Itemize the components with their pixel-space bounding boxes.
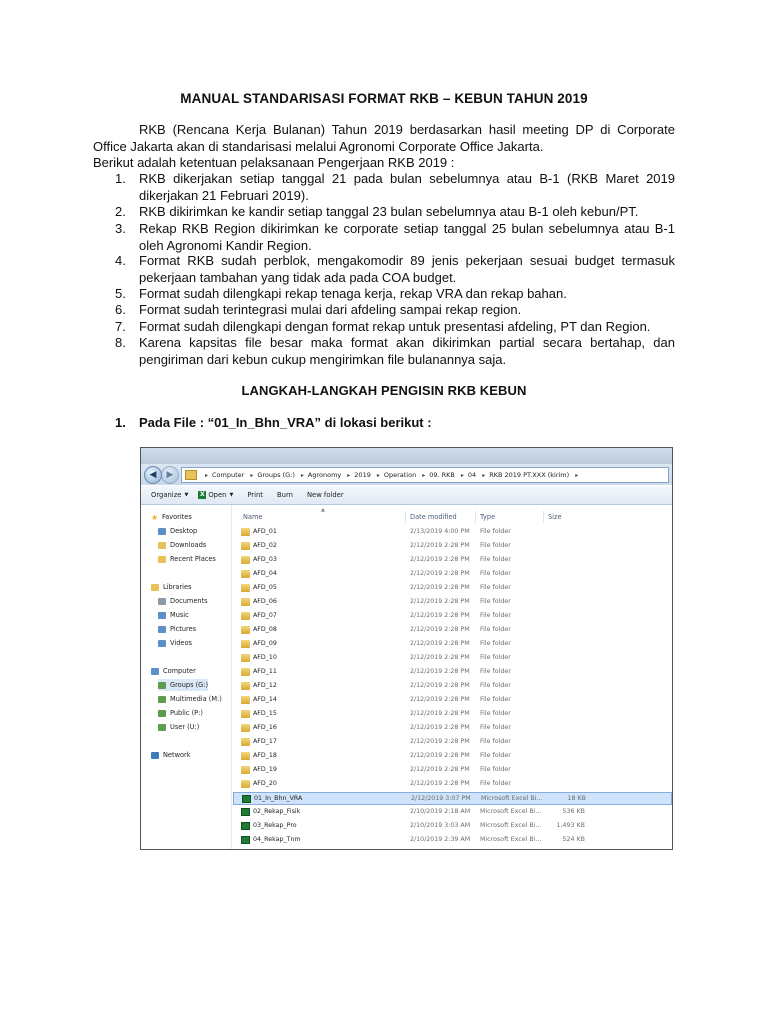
nav-computer[interactable]	[151, 665, 196, 677]
nav-user-label: User (U:)	[170, 723, 200, 731]
file-list	[233, 505, 672, 849]
explorer-screenshot	[140, 447, 673, 850]
file-type: File folder	[480, 696, 511, 703]
print-button[interactable]: Print	[247, 491, 263, 499]
desktop-icon	[158, 528, 166, 535]
rule-number: 1.	[115, 171, 126, 186]
nav-documents[interactable]	[158, 595, 208, 607]
file-type: File folder	[480, 724, 511, 731]
downloads-icon	[158, 542, 166, 549]
step-1-number: 1.	[115, 415, 126, 430]
rule-text: Format sudah dilengkapi dengan format rekap untuk presentasi afdeling, PT dan Region.	[139, 319, 651, 334]
nav-network[interactable]	[151, 749, 191, 761]
file-type: File folder	[480, 640, 511, 647]
file-row[interactable]	[233, 722, 672, 735]
file-type: File folder	[480, 710, 511, 717]
file-type: File folder	[480, 668, 511, 675]
breadcrumb-item[interactable]: 09. RKB	[429, 471, 455, 479]
file-date: 2/12/2019 2:28 PM	[410, 696, 470, 703]
explorer-titlebar	[141, 448, 672, 464]
file-row[interactable]	[233, 568, 672, 581]
file-name: AFD_15	[253, 710, 277, 717]
file-type: Microsoft Excel Bi...	[481, 795, 543, 802]
file-row[interactable]	[233, 526, 672, 539]
breadcrumb-separator-icon[interactable]: ▸	[250, 472, 254, 479]
file-name: AFD_11	[253, 668, 277, 675]
column-divider[interactable]	[405, 511, 406, 523]
nav-multimedia-label: Multimedia (M:)	[170, 695, 222, 703]
breadcrumb-item[interactable]: RKB 2019 PT.XXX (kirim)	[489, 471, 570, 479]
breadcrumb-separator-icon: ▸	[205, 472, 209, 479]
file-date: 2/12/2019 2:28 PM	[410, 738, 470, 745]
file-date: 2/12/2019 2:28 PM	[410, 724, 470, 731]
nav-pictures[interactable]	[158, 623, 196, 635]
file-size: 1,493 KB	[556, 822, 585, 829]
file-date: 2/12/2019 2:28 PM	[410, 710, 470, 717]
file-row[interactable]	[233, 792, 672, 805]
file-date: 2/12/2019 2:28 PM	[410, 766, 470, 773]
folder-icon	[241, 696, 250, 704]
file-date: 2/12/2019 2:28 PM	[410, 612, 470, 619]
folder-icon	[241, 598, 250, 606]
column-divider[interactable]	[475, 511, 476, 523]
file-row[interactable]	[233, 694, 672, 707]
file-type: File folder	[480, 738, 511, 745]
folder-icon	[241, 752, 250, 760]
nav-documents-label: Documents	[170, 597, 208, 605]
column-size-header[interactable]: Size	[548, 513, 562, 521]
nav-desktop-label: Desktop	[170, 527, 198, 535]
folder-icon	[241, 570, 250, 578]
videos-icon	[158, 640, 166, 647]
file-type: File folder	[480, 626, 511, 633]
nav-downloads[interactable]	[158, 539, 206, 551]
network-drive-icon	[158, 696, 166, 703]
nav-groups-drive[interactable]	[158, 679, 208, 691]
nav-downloads-label: Downloads	[170, 541, 207, 549]
file-type: Microsoft Excel Bi...	[480, 808, 542, 815]
breadcrumb-separator-icon[interactable]: ▸	[347, 472, 351, 479]
file-name: AFD_16	[253, 724, 277, 731]
rule-number: 3.	[115, 221, 126, 236]
nav-user-drive[interactable]	[158, 721, 199, 733]
sort-arrow-icon: ▲	[321, 507, 325, 513]
breadcrumb-separator-icon[interactable]: ▸	[422, 472, 426, 479]
file-date: 2/12/2019 2:28 PM	[410, 556, 470, 563]
command-bar	[141, 486, 672, 505]
folder-icon	[241, 724, 250, 732]
file-name: 02_Rekap_Fisik	[253, 808, 301, 815]
file-name: AFD_19	[253, 766, 277, 773]
file-name: AFD_02	[253, 542, 277, 549]
file-name: AFD_10	[253, 654, 277, 661]
network-drive-icon	[158, 682, 166, 689]
nav-videos[interactable]	[158, 637, 192, 649]
new-folder-button[interactable]: New folder	[306, 491, 344, 499]
file-size: 524 KB	[562, 836, 585, 843]
file-type: File folder	[480, 752, 511, 759]
file-name: AFD_18	[253, 752, 277, 759]
folder-icon	[241, 612, 250, 620]
file-type: File folder	[480, 570, 511, 577]
excel-file-icon	[242, 795, 251, 803]
nav-music-label: Music	[170, 611, 189, 619]
file-date: 2/12/2019 2:28 PM	[410, 626, 470, 633]
nav-music[interactable]	[158, 609, 189, 621]
nav-desktop[interactable]	[158, 525, 197, 537]
rule-number: 6.	[115, 302, 126, 317]
excel-file-icon	[241, 822, 250, 830]
file-name: AFD_04	[253, 570, 277, 577]
file-name: AFD_03	[253, 556, 277, 563]
intro-line: Berikut adalah ketentuan pelaksanaan Pengerjaan RKB 2019 :	[93, 155, 455, 170]
folder-icon	[241, 528, 250, 536]
file-type: File folder	[480, 654, 511, 661]
file-date: 2/12/2019 2:28 PM	[410, 598, 470, 605]
rule-number: 8.	[115, 335, 126, 350]
folder-icon	[241, 542, 250, 550]
file-row[interactable]	[233, 540, 672, 553]
file-name: AFD_12	[253, 682, 277, 689]
file-date: 2/10/2019 2:18 AM	[410, 808, 471, 815]
file-type: File folder	[480, 584, 511, 591]
folder-icon	[241, 668, 250, 676]
file-date: 2/12/2019 2:28 PM	[410, 752, 470, 759]
nav-public-label: Public (P:)	[170, 709, 203, 717]
network-drive-icon	[158, 710, 166, 717]
file-row[interactable]	[233, 554, 672, 567]
breadcrumb-separator-icon[interactable]: ▸	[482, 472, 486, 479]
file-type: File folder	[480, 542, 511, 549]
file-type: File folder	[480, 598, 511, 605]
intro-paragraph	[93, 122, 675, 155]
file-row[interactable]	[233, 624, 672, 637]
file-type: File folder	[480, 766, 511, 773]
file-size: 536 KB	[562, 808, 585, 815]
column-type-header[interactable]: Type	[480, 513, 496, 521]
file-date: 2/10/2019 2:39 AM	[410, 836, 471, 843]
libraries-icon	[151, 584, 159, 591]
rule-text: RKB dikirimkan ke kandir setiap tanggal 23 bulan sebelumnya atau B-1 oleh kebun/PT.	[139, 204, 639, 219]
column-name-header[interactable]: Name	[243, 513, 263, 521]
computer-icon	[151, 668, 159, 675]
file-name: AFD_14	[253, 696, 277, 703]
back-icon[interactable]: ◀	[144, 466, 162, 484]
folder-icon	[241, 654, 250, 662]
folder-icon	[241, 584, 250, 592]
file-date: 2/12/2019 3:07 PM	[411, 795, 471, 802]
file-size: 18 KB	[567, 795, 586, 802]
file-name: AFD_17	[253, 738, 277, 745]
chevron-down-icon: ▼	[184, 492, 189, 498]
file-row[interactable]	[233, 834, 672, 847]
file-name: AFD_20	[253, 780, 277, 787]
breadcrumb-separator-icon[interactable]: ▸	[300, 472, 304, 479]
burn-button[interactable]: Burn	[276, 491, 293, 499]
document-title: MANUAL STANDARISASI FORMAT RKB – KEBUN TAHUN 2019	[180, 91, 588, 106]
folder-icon	[241, 682, 250, 690]
nav-multimedia-drive[interactable]	[158, 693, 222, 705]
file-row[interactable]	[233, 596, 672, 609]
file-row[interactable]	[233, 652, 672, 665]
excel-file-icon	[241, 836, 250, 844]
open-button[interactable]	[198, 491, 233, 499]
column-divider[interactable]	[543, 511, 544, 523]
nav-videos-label: Videos	[170, 639, 192, 647]
rule-number: 5.	[115, 286, 126, 301]
file-row[interactable]	[233, 736, 672, 749]
folder-icon	[241, 766, 250, 774]
file-date: 2/13/2019 4:00 PM	[410, 528, 470, 535]
breadcrumb-item[interactable]: Computer	[212, 471, 245, 479]
nav-libraries-label: Libraries	[163, 583, 192, 591]
file-type: Microsoft Excel Bi...	[480, 822, 542, 829]
file-row[interactable]	[233, 806, 672, 819]
documents-icon	[158, 598, 166, 605]
file-name: 04_Rekap_Tnm	[253, 836, 301, 843]
folder-icon	[241, 626, 250, 634]
rule-text: Karena kapsitas file besar maka format akan dikirimkan partial secara bertahap, dan pengiriman dari kebun cukup mengirimkan file bulanannya saja.	[139, 335, 675, 367]
nav-network-label: Network	[163, 751, 191, 759]
folder-icon	[241, 556, 250, 564]
rule-text: Format sudah terintegrasi mulai dari afdeling sampai rekap region.	[139, 302, 522, 317]
file-name: 03_Rekap_Pro	[253, 822, 297, 829]
file-date: 2/12/2019 2:28 PM	[410, 640, 470, 647]
file-row[interactable]	[233, 680, 672, 693]
recent-places-icon	[158, 556, 166, 563]
breadcrumb-separator-icon[interactable]: ▸	[575, 472, 579, 479]
file-type: File folder	[480, 780, 511, 787]
file-name: AFD_09	[253, 640, 277, 647]
music-icon	[158, 612, 166, 619]
pictures-icon	[158, 626, 166, 633]
file-row[interactable]	[233, 820, 672, 833]
file-row[interactable]	[233, 708, 672, 721]
organize-button[interactable]	[151, 491, 188, 499]
file-date: 2/12/2019 2:28 PM	[410, 584, 470, 591]
forward-icon[interactable]: ▶	[161, 466, 179, 484]
rule-text: Format RKB sudah perblok, mengakomodir 89 jenis pekerjaan sesuai budget termasuk pekerjaan tambahan yang tidak ada pada COA budget.	[139, 253, 675, 285]
file-date: 2/12/2019 2:28 PM	[410, 542, 470, 549]
nav-recent-places[interactable]	[158, 553, 216, 565]
file-date: 2/12/2019 2:28 PM	[410, 570, 470, 577]
breadcrumb-item[interactable]: 04	[467, 471, 477, 479]
file-type: File folder	[480, 682, 511, 689]
file-row[interactable]	[233, 764, 672, 777]
file-date: 2/12/2019 2:28 PM	[410, 780, 470, 787]
file-date: 2/12/2019 2:28 PM	[410, 654, 470, 661]
navigation-pane	[141, 505, 232, 849]
open-label: Open	[208, 491, 227, 499]
file-type: File folder	[480, 556, 511, 563]
file-type: File folder	[480, 528, 511, 535]
file-type: File folder	[480, 612, 511, 619]
breadcrumb-item[interactable]: Operation	[383, 471, 417, 479]
breadcrumb-separator-icon[interactable]: ▸	[460, 472, 464, 479]
file-row[interactable]	[233, 666, 672, 679]
breadcrumb-item[interactable]: 2019	[354, 471, 371, 479]
nav-recent-label: Recent Places	[170, 555, 216, 563]
rule-number: 2.	[115, 204, 126, 219]
folder-icon	[241, 710, 250, 718]
file-date: 2/12/2019 2:28 PM	[410, 668, 470, 675]
folder-icon	[241, 640, 250, 648]
step-1-text: Pada File : “01_In_Bhn_VRA” di lokasi berikut :	[139, 415, 432, 430]
file-date: 2/12/2019 2:28 PM	[410, 682, 470, 689]
nav-computer-label: Computer	[163, 667, 196, 675]
organize-label: Organize	[151, 491, 182, 499]
folder-icon	[185, 470, 197, 480]
file-row[interactable]	[233, 750, 672, 763]
file-name: AFD_08	[253, 626, 277, 633]
excel-icon: X	[199, 491, 205, 498]
file-name: AFD_01	[253, 528, 277, 535]
nav-libraries[interactable]	[151, 581, 191, 593]
network-icon	[151, 752, 159, 759]
file-name: AFD_06	[253, 598, 277, 605]
rule-text: Rekap RKB Region dikirimkan ke corporate setiap tanggal 25 bulan sebelumnya atau B-1 oleh Agronomi Kandir Region.	[139, 221, 675, 253]
nav-favorites-label: Favorites	[162, 513, 192, 521]
file-type: Microsoft Excel Bi...	[480, 836, 542, 843]
breadcrumb-item[interactable]: Agronomy	[307, 471, 342, 479]
rule-number: 4.	[115, 253, 126, 268]
section-title: LANGKAH-LANGKAH PENGISIN RKB KEBUN	[241, 383, 527, 398]
file-name: AFD_07	[253, 612, 277, 619]
file-date: 2/10/2019 3:03 AM	[410, 822, 471, 829]
rule-text: RKB dikerjakan setiap tanggal 21 pada bulan sebelumnya atau B-1 (RKB Maret 2019 dikerjakan 21 Februari 2019).	[139, 171, 675, 203]
breadcrumb-separator-icon[interactable]: ▸	[376, 472, 380, 479]
nav-favorites[interactable]	[151, 511, 192, 523]
breadcrumb-item[interactable]: Groups (G:)	[257, 471, 295, 479]
file-row[interactable]	[233, 778, 672, 791]
star-icon: ★	[151, 512, 159, 522]
rule-number: 7.	[115, 319, 126, 334]
rule-text: Format sudah dilengkapi rekap tenaga kerja, rekap VRA dan rekap bahan.	[139, 286, 567, 301]
file-name: AFD_05	[253, 584, 277, 591]
file-row[interactable]	[233, 638, 672, 651]
network-drive-icon	[158, 724, 166, 731]
address-bar[interactable]	[181, 467, 669, 483]
nav-public-drive[interactable]	[158, 707, 203, 719]
nav-pictures-label: Pictures	[170, 625, 197, 633]
breadcrumb	[201, 471, 582, 479]
file-name: 01_In_Bhn_VRA	[254, 795, 303, 802]
column-date-header[interactable]: Date modified	[410, 513, 457, 521]
folder-icon	[241, 780, 250, 788]
file-row[interactable]	[233, 582, 672, 595]
file-row[interactable]	[233, 610, 672, 623]
address-bar-area	[141, 464, 672, 485]
nav-groups-label: Groups (G:)	[170, 681, 209, 689]
intro-paragraph-text: RKB (Rencana Kerja Bulanan) Tahun 2019 berdasarkan hasil meeting DP di Corporate Office Jakarta akan di standarisasi melalui Agronomi Corporate Office Jakarta.	[93, 122, 675, 154]
chevron-down-icon: ▼	[229, 492, 234, 498]
folder-icon	[241, 738, 250, 746]
excel-file-icon	[241, 808, 250, 816]
